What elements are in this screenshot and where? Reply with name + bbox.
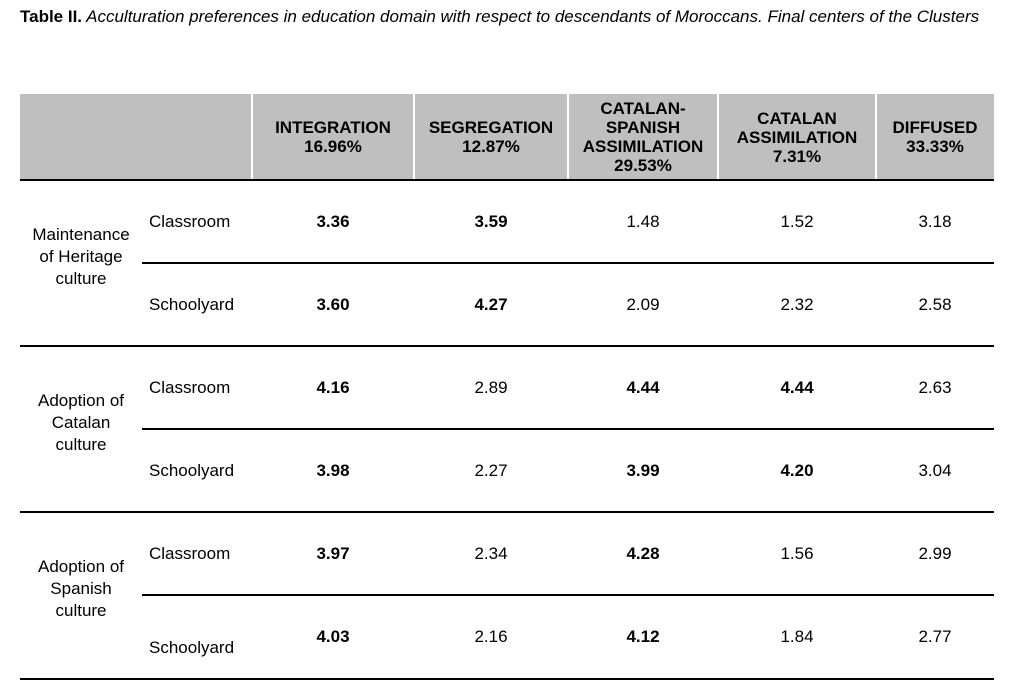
column-header: DIFFUSED 33.33% [892,118,978,156]
table-cell: 3.60 [316,295,350,314]
header-rule [20,179,994,181]
table-cell: 3.18 [918,212,952,231]
table-cell: 2.77 [918,627,952,646]
group-label: Adoption of Spanish culture [37,557,124,620]
table-cell: 4.28 [626,544,660,563]
row-label: Schoolyard [149,461,235,480]
table-cell: 4.12 [626,627,660,646]
table-cell: 2.27 [474,461,508,480]
row-label: Classroom [149,378,231,397]
table-cell: 3.59 [474,212,508,231]
column-header: CATALAN ASSIMILATION 7.31% [736,108,858,166]
column-header: SEGREGATION 12.87% [428,118,554,156]
table-cell: 2.99 [918,544,952,563]
row-label: Schoolyard [149,295,235,314]
table-cell: 2.32 [780,295,814,314]
table-cell: 1.52 [780,212,814,231]
group-divider [20,678,994,680]
group-divider [20,511,994,513]
table-cell: 3.04 [918,461,952,480]
table-cell: 1.56 [780,544,814,563]
table-cell: 4.20 [780,461,814,480]
table-cell: 3.36 [316,212,350,231]
column-header: CATALAN- SPANISH ASSIMILATION 29.53% [582,99,704,175]
table-cell: 2.89 [474,378,508,397]
table-cell: 3.97 [316,544,350,563]
row-divider [142,594,994,596]
table-cell: 2.16 [474,627,508,646]
row-label: Classroom [149,212,231,231]
caption-text: Acculturation preferences in education domain with respect to descendants of Moroccans. Final centers of the Clusters [82,7,980,26]
column-header: INTEGRATION 16.96% [275,118,391,156]
table-cell: 4.27 [474,295,508,314]
group-divider [20,345,994,347]
group-label: Adoption of Catalan culture [37,391,124,454]
table-cell: 2.34 [474,544,508,563]
table-cell: 2.63 [918,378,952,397]
table-cell: 2.09 [626,295,660,314]
row-label: Classroom [149,544,231,563]
table-cell: 1.48 [626,212,660,231]
table-cell: 4.03 [316,627,350,646]
row-divider [142,428,994,430]
table-cell: 4.16 [316,378,350,397]
row-label: Schoolyard [149,638,235,657]
table-cell: 4.44 [780,378,814,397]
table-cell: 2.58 [918,295,952,314]
table-cell: 4.44 [626,378,660,397]
table-cell: 3.98 [316,461,350,480]
group-label: Maintenance of Heritage culture [32,225,130,288]
table-cell: 1.84 [780,627,814,646]
caption-label: Table II. [20,7,83,26]
row-divider [142,262,994,264]
table-caption [20,7,980,27]
table-cell: 3.99 [626,461,660,480]
